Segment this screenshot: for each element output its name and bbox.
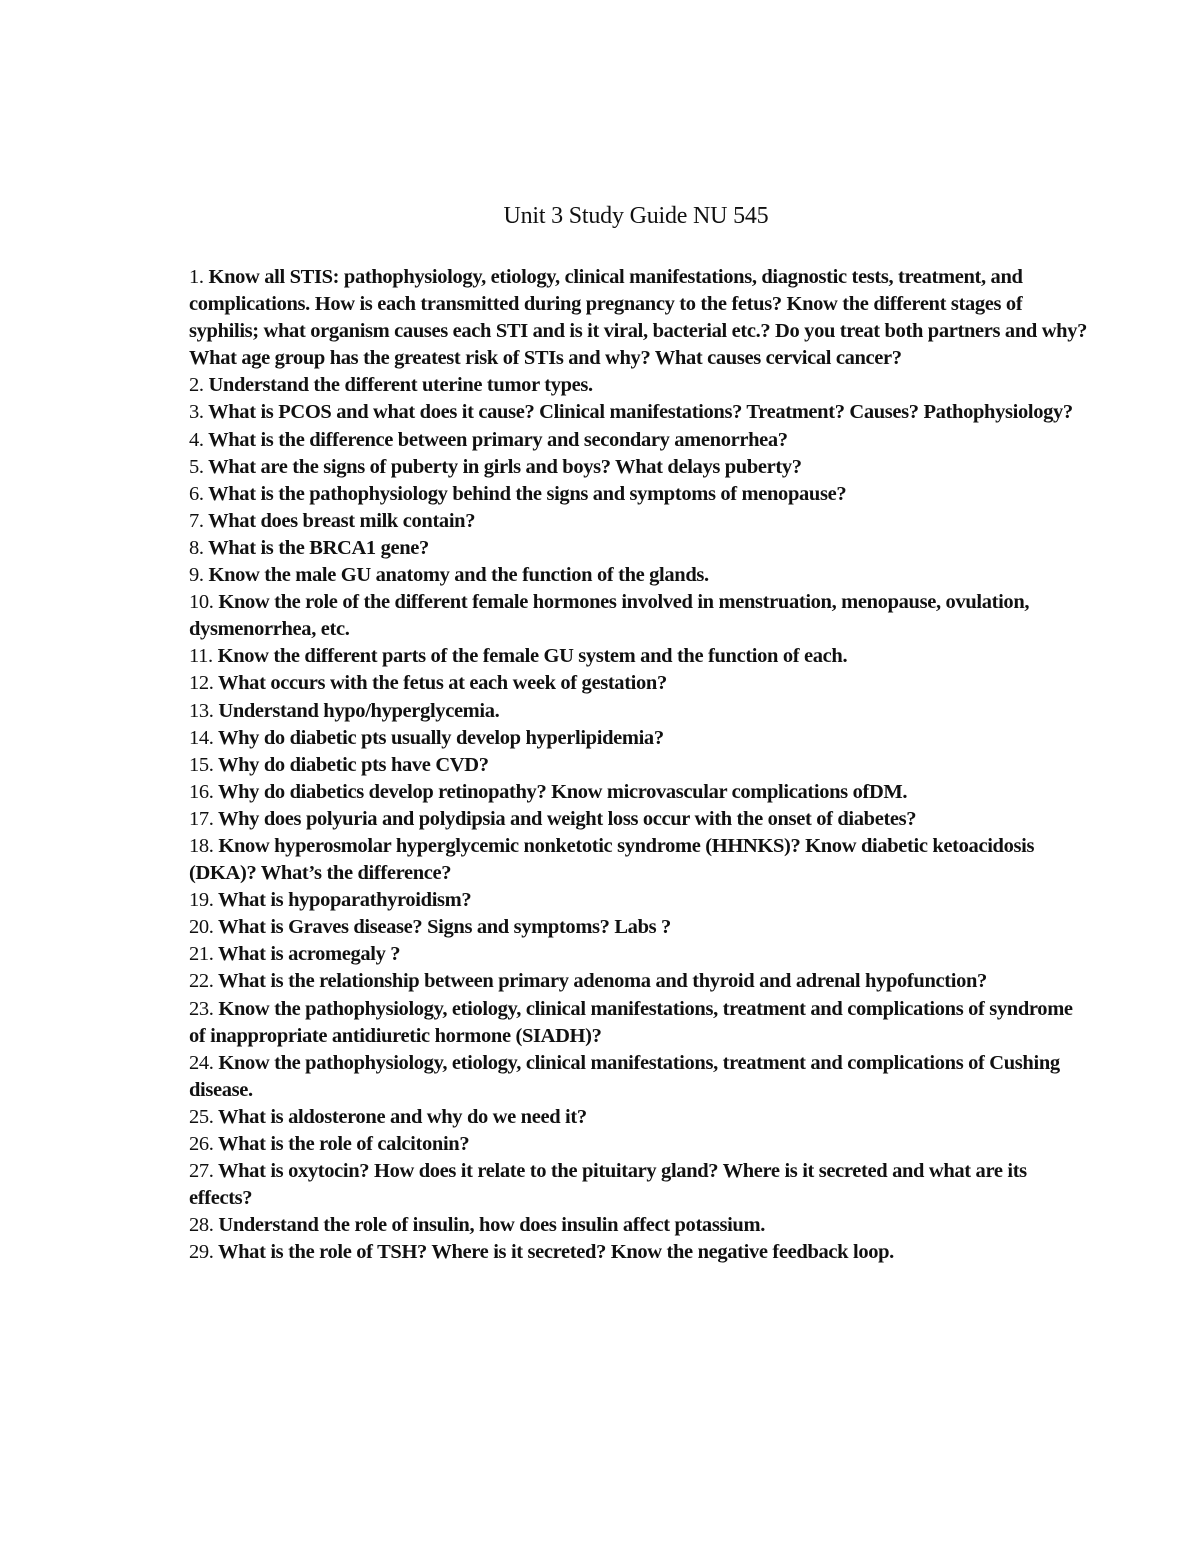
question-item (189, 1212, 1089, 1239)
question-text: Know the pathophysiology, etiology, clinical manifestations, treatment and complications of Cushing disease. (189, 1051, 1060, 1101)
question-number: 3. (189, 401, 204, 424)
question-text: What is the pathophysiology behind the signs and symptoms of menopause? (208, 482, 847, 505)
question-text: What is the relationship between primary adenoma and thyroid and adrenal hypofunction? (217, 970, 987, 993)
question-number: 8. (189, 536, 204, 559)
question-item (189, 481, 1089, 508)
question-text: What is PCOS and what does it cause? Clinical manifestations? Treatment? Causes? Pathophysiology? (208, 401, 1073, 424)
question-text: Know the male GU anatomy and the function of the glands. (208, 564, 709, 587)
question-number: 18. (189, 834, 214, 857)
question-number: 17. (189, 807, 214, 830)
question-text: What does breast milk contain? (208, 509, 476, 532)
question-number: 19. (189, 889, 214, 912)
question-text: Know hyperosmolar hyperglycemic nonketotic syndrome (HHNKS)? Know diabetic ketoacidosis (DKA)? What’s the difference? (189, 834, 1035, 885)
question-item (189, 779, 1089, 806)
question-number: 6. (189, 482, 204, 505)
question-text: What is hypoparathyroidism? (217, 889, 472, 912)
question-text: What is the role of calcitonin? (217, 1133, 470, 1155)
question-text: Understand the role of insulin, how does insulin affect potassium. (218, 1214, 765, 1237)
question-text: What are the signs of puberty in girls and boys? What delays puberty? (208, 455, 802, 478)
question-item (189, 725, 1089, 752)
question-text: Why do diabetics develop retinopathy? Know microvascular complications ofDM. (217, 780, 908, 803)
question-item (189, 996, 1089, 1050)
question-number: 4. (189, 428, 204, 451)
question-text: Why does polyuria and polydipsia and weight loss occur with the onset of diabetes? (217, 807, 917, 830)
question-item (189, 264, 1089, 372)
question-number: 14. (189, 726, 214, 749)
question-text: What is oxytocin? How does it relate to the pituitary gland? Where is it secreted and what are its effects? (189, 1160, 1027, 1210)
question-number: 20. (189, 916, 214, 939)
question-text: Understand the different uterine tumor types. (208, 374, 593, 397)
question-item (189, 1239, 1089, 1266)
question-item (189, 427, 1089, 454)
question-number: 29. (189, 1241, 214, 1264)
question-number: 22. (189, 970, 214, 993)
question-text: What is the difference between primary and secondary amenorrhea? (208, 428, 788, 451)
question-number: 28. (189, 1214, 214, 1237)
question-number: 21. (189, 943, 214, 966)
question-text: Why do diabetic pts usually develop hyperlipidemia? (217, 726, 664, 749)
question-number: 25. (189, 1105, 214, 1128)
question-item (189, 454, 1089, 481)
question-number: 10. (189, 591, 214, 614)
question-item (189, 941, 1089, 968)
question-item (189, 508, 1089, 535)
question-item (189, 1050, 1089, 1104)
question-text: Know the pathophysiology, etiology, clinical manifestations, treatment and complications of syndrome of inappropriate antidiuretic hormone (SIADH)? (189, 997, 1073, 1047)
question-number: 27. (189, 1160, 214, 1183)
question-number: 12. (189, 672, 214, 695)
question-text: What is acromegaly ? (217, 943, 401, 966)
question-item (189, 1131, 1089, 1158)
question-item (189, 372, 1089, 399)
question-text: Know all STIS: pathophysiology, etiology, clinical manifestations, diagnostic tests, treatment, and complications. How is each transmitted during pregnancy to the fetus? Know the different stages of syphilis; what organism causes each STI and is it viral, bacterial etc.? Do you treat both partners and why? What age group has the greatest risk of STIs and why? What causes cervical cancer? (189, 266, 1088, 370)
question-number: 9. (189, 564, 204, 587)
question-text: What is the role of TSH? Where is it secreted? Know the negative feedback loop. (217, 1241, 894, 1264)
question-item (189, 643, 1089, 670)
question-item (189, 698, 1089, 725)
question-number: 13. (189, 699, 214, 722)
question-item (189, 399, 1089, 426)
question-number: 23. (189, 997, 214, 1020)
question-item (189, 968, 1089, 995)
question-number: 24. (189, 1051, 214, 1074)
question-text: Know the different parts of the female GU system and the function of each. (217, 645, 848, 668)
question-item (189, 887, 1089, 914)
question-number: 11. (189, 645, 213, 668)
question-number: 15. (189, 753, 214, 776)
question-text: What is the BRCA1 gene? (208, 536, 429, 559)
question-item (189, 670, 1089, 697)
question-number: 26. (189, 1133, 214, 1155)
question-number: 16. (189, 780, 214, 803)
question-number: 7. (189, 509, 204, 532)
question-text: What is aldosterone and why do we need it? (217, 1105, 587, 1128)
question-text: Why do diabetic pts have CVD? (217, 753, 489, 776)
question-item (189, 535, 1089, 562)
document-title: Unit 3 Study Guide NU 545 (503, 203, 769, 229)
question-text: What is Graves disease? Signs and symptoms? Labs ? (217, 916, 671, 939)
question-item (189, 806, 1089, 833)
question-item (189, 914, 1089, 941)
question-number: 5. (189, 455, 204, 478)
question-number: 1. (189, 266, 204, 288)
question-item (189, 833, 1089, 887)
question-number: 2. (189, 374, 204, 397)
question-item (189, 589, 1089, 643)
question-item (189, 562, 1089, 589)
question-text: What occurs with the fetus at each week of gestation? (217, 672, 667, 695)
question-item (189, 1158, 1089, 1212)
question-text: Know the role of the different female hormones involved in menstruation, menopause, ovulation, dysmenorrhea, etc. (189, 591, 1030, 641)
question-list (189, 264, 1089, 1266)
question-text: Understand hypo/hyperglycemia. (218, 699, 500, 722)
question-item (189, 1104, 1089, 1131)
question-item (189, 752, 1089, 779)
